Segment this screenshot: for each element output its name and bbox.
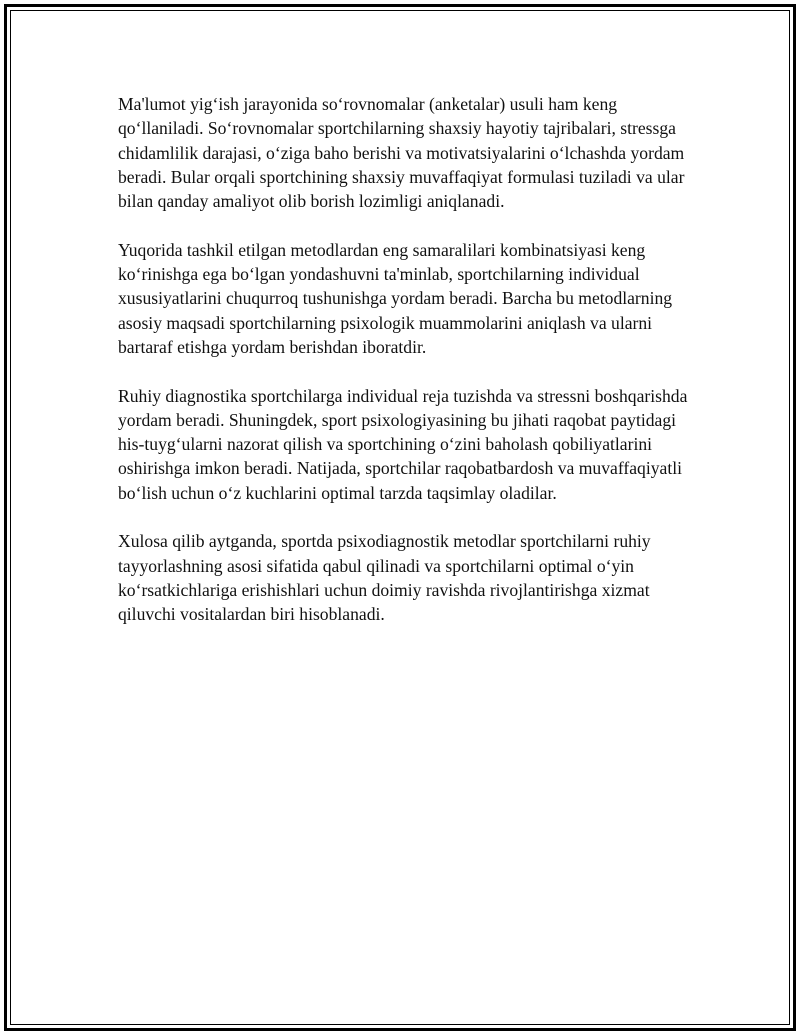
paragraph-3: Ruhiy diagnostika sportchilarga individual reja tuzishda va stressni boshqarishda yordam beradi. Shuningdek, sport psixologiyasining bu jihati raqobat paytidagi his-tuyg‘ularni nazorat qilish va sportchining o‘zini baholash qobiliyatlarini oshirishga imkon beradi. Natijada, sportchilar raqobatbardosh va muvaffaqiyatli bo‘lish uchun o‘z kuchlarini optimal tarzda taqsimlay oladilar.: [118, 385, 688, 503]
document-body: [118, 92, 688, 651]
paragraph-1: Ma'lumot yig‘ish jarayonida so‘rovnomalar (anketalar) usuli ham keng qo‘llaniladi. So‘rovnomalar sportchilarning shaxsiy hayotiy tajribalari, stressga chidamlilik darajasi, o‘ziga baho berishi va motivatsiyalarini o‘lchashda yordam beradi. Bular orqali sportchining shaxsiy muvaffaqiyat formulasi tuziladi va ular bilan qanday amaliyot olib borish lozimligi aniqlanadi.: [118, 94, 685, 212]
paragraph-4: Xulosa qilib aytganda, sportda psixodiagnostik metodlar sportchilarni ruhiy tayyorlashning asosi sifatida qabul qilinadi va sportchilarni optimal o‘yin ko‘rsatkichlariga erishishlari uchun doimiy ravishda rivojlantirishga xizmat qiluvchi vositalardan biri hisoblanadi.: [118, 531, 651, 625]
paragraph-2: Yuqorida tashkil etilgan metodlardan eng samaralilari kombinatsiyasi keng ko‘rinishga ega bo‘lgan yondashuvni ta'minlab, sportchilarning individual xususiyatlarini chuqurroq tushunishga yordam beradi. Barcha bu metodlarning asosiy maqsadi sportchilarning psixologik muammolarini aniqlash va ularni bartaraf etishga yordam berishdan iboratdir.: [118, 239, 673, 357]
